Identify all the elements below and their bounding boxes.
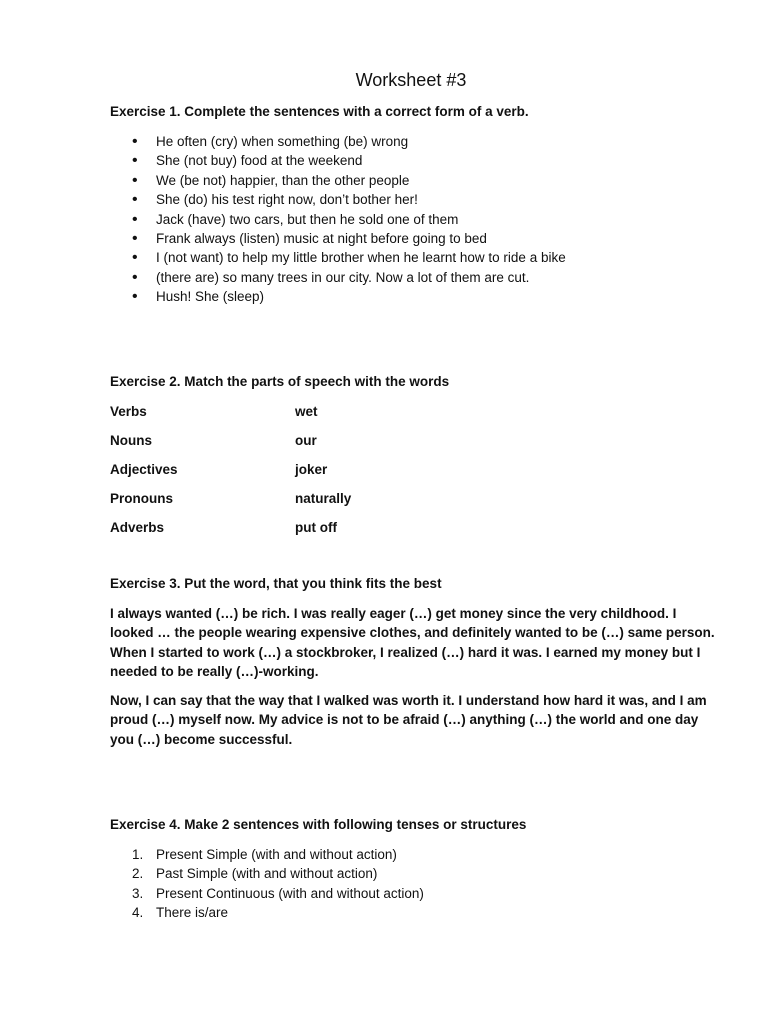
list-item: • (there are) so many trees in our city. Now a lot of them are cut.: [110, 268, 566, 287]
item-number: 2.: [132, 866, 144, 882]
list-item: • We (be not) happier, than the other people: [110, 171, 566, 190]
exercise-3-paragraph-1: I always wanted (…) be rich. I was really eager (…) get money since the very childhood. I looked … the people wearing expensive clothes, and definitely wanted to be (…) same person. When I started to work (…) a stockbroker, I realized (…) hard it was. I earned my money but I needed to be really (…)-working.: [110, 606, 715, 680]
item-number: 3.: [132, 885, 144, 901]
match-word: put off: [295, 520, 337, 535]
list-item: [110, 884, 424, 903]
item-text: Present Simple (with and without action): [156, 847, 397, 862]
exercise-3-paragraph-2: Now, I can say that the way that I walked was worth it. I understand how hard it was, and I am proud (…) myself now. My advice is not to be afraid (…) anything (…) the world and one day you (…) become successful.: [110, 693, 707, 747]
part-of-speech: Nouns: [110, 433, 152, 448]
part-of-speech: Adjectives: [110, 462, 178, 477]
part-of-speech: Verbs: [110, 404, 147, 419]
item-text: There is/are: [156, 905, 229, 921]
list-item: • She (do) his test right now, don’t bother her!: [110, 190, 566, 209]
list-item: • He often (cry) when something (be) wrong: [110, 132, 566, 151]
list-item: • Frank always (listen) music at night before going to bed: [110, 229, 566, 248]
exercise-1-heading: Exercise 1. Complete the sentences with a correct form of a verb.: [110, 104, 529, 119]
match-word: wet: [295, 404, 318, 419]
list-item: • I (not want) to help my little brother when he learnt how to ride a bike: [110, 248, 566, 267]
list-item: [110, 903, 424, 922]
exercise-4-list: [110, 845, 424, 923]
match-word: our: [295, 433, 317, 448]
list-item: • Hush! She (sleep): [110, 287, 566, 306]
list-item: [110, 845, 424, 864]
match-word: naturally: [295, 491, 352, 506]
exercise-2-heading: Exercise 2. Match the parts of speech with the words: [110, 374, 450, 389]
list-item: [110, 864, 424, 883]
item-text: Present Continuous (with and without action): [156, 885, 424, 901]
match-word: joker: [295, 462, 328, 477]
part-of-speech: Pronouns: [110, 491, 173, 506]
list-item: • Jack (have) two cars, but then he sold one of them: [110, 210, 566, 229]
part-of-speech: Adverbs: [110, 520, 165, 535]
item-number: 4.: [132, 905, 144, 921]
exercise-4-heading: Exercise 4. Make 2 sentences with following tenses or structures: [110, 817, 527, 832]
item-number: 1.: [132, 847, 144, 862]
exercise-1-list: [110, 132, 566, 307]
item-text: Past Simple (with and without action): [156, 866, 378, 882]
page-title: Worksheet #3: [355, 70, 467, 90]
list-item: • She (not buy) food at the weekend: [110, 151, 566, 170]
exercise-3-heading: Exercise 3. Put the word, that you think fits the best: [110, 576, 442, 591]
